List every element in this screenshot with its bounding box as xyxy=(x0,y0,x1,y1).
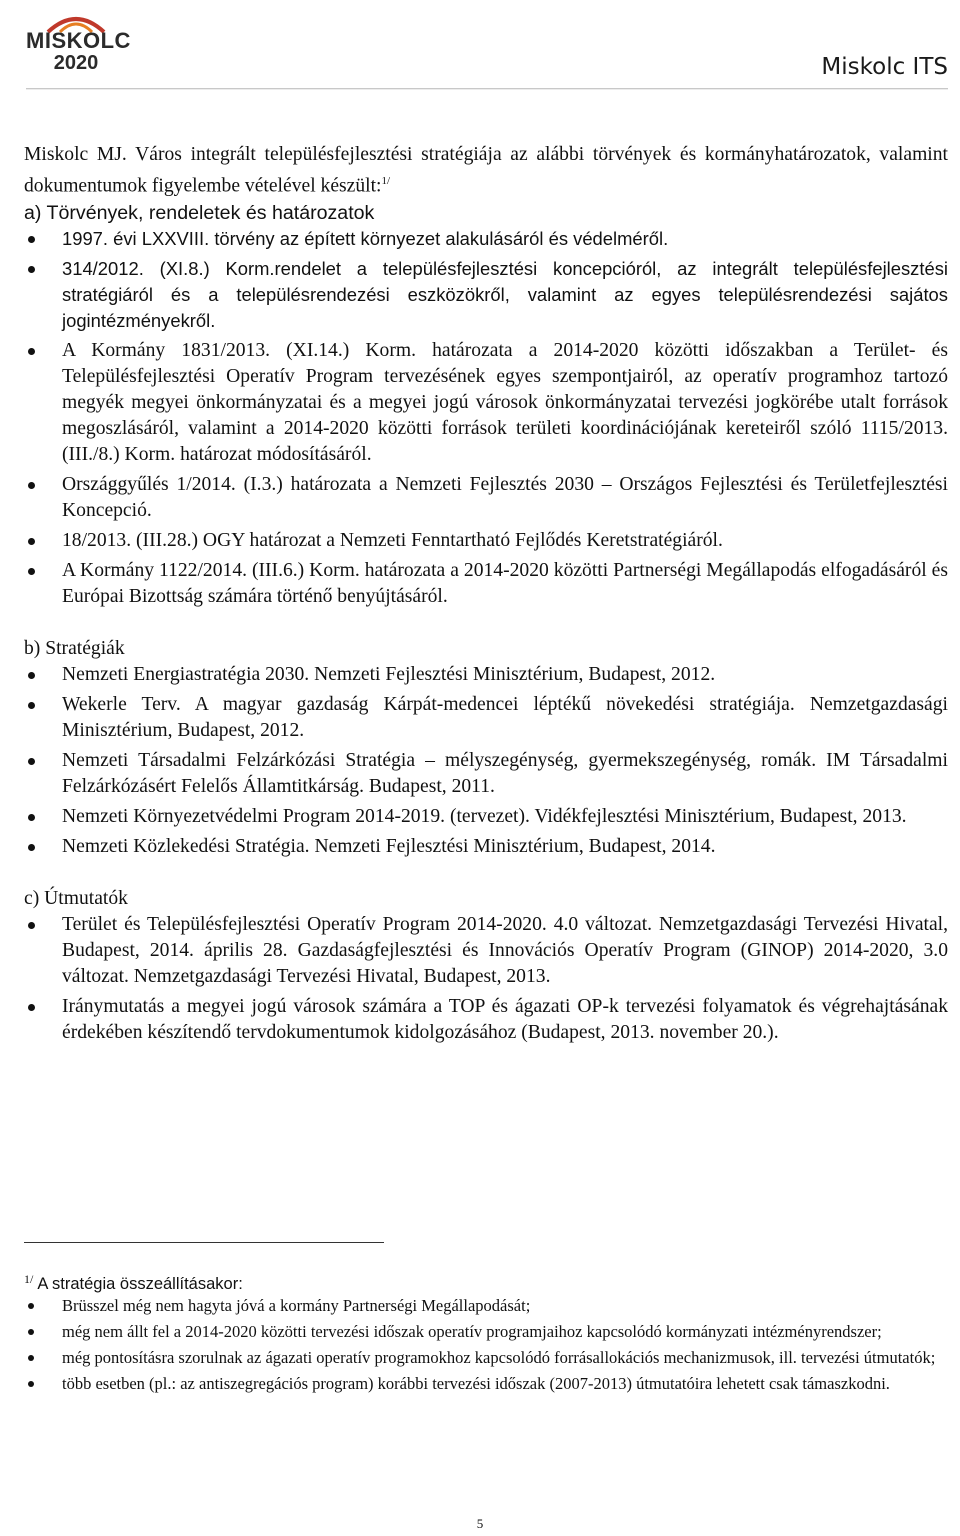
list-item-text: Nemzeti Közlekedési Stratégia. Nemzeti Fejlesztési Minisztérium, Budapest, 2014. xyxy=(62,835,716,857)
list-item-text: 18/2013. (III.28.) OGY határozat a Nemzeti Fenntartható Fejlődés Keretstratégiáról. xyxy=(62,529,723,551)
section-c-list xyxy=(24,912,948,1046)
footnote-item-text: Brüsszel még nem hagyta jóvá a kormány Partnerségi Megállapodását; xyxy=(62,1296,531,1315)
bullet-icon xyxy=(28,482,35,489)
footnote-item xyxy=(24,1321,948,1343)
bullet-icon xyxy=(28,1381,34,1387)
footnote-heading xyxy=(24,1268,948,1295)
footnote-item xyxy=(24,1295,948,1317)
bullet-icon xyxy=(28,1355,34,1361)
bullet-icon xyxy=(28,814,35,821)
list-item xyxy=(24,748,948,800)
intro-paragraph xyxy=(24,142,948,200)
bullet-icon xyxy=(28,348,35,355)
list-item xyxy=(24,558,948,610)
list-item-text: 314/2012. (XI.8.) Korm.rendelet a településfejlesztési koncepcióról, az integrált településfejlesztési stratégiáról és a településrendezési eszközökről, valamint az egyes településrendezési sajátos jogintézményekről. xyxy=(62,257,948,331)
footnote-item xyxy=(24,1373,948,1395)
footnote-list xyxy=(24,1295,948,1395)
list-item-text: Nemzeti Környezetvédelmi Program 2014-2019. (tervezet). Vidékfejlesztési Minisztérium, Budapest, 2013. xyxy=(62,805,907,827)
bullet-icon xyxy=(28,758,35,765)
list-item xyxy=(24,338,948,468)
list-item-text: Nemzeti Energiastratégia 2030. Nemzeti Fejlesztési Minisztérium, Budapest, 2012. xyxy=(62,663,716,685)
miskolc-2020-logo xyxy=(26,12,131,78)
intro-text: Miskolc MJ. Város integrált településfejlesztési stratégiája az alábbi törvények és kormányhatározatok, valamint dokumentumok figyelembe vételével készült: xyxy=(24,144,948,197)
footnote-reference[interactable]: 1/ xyxy=(381,175,391,187)
page-number: 5 xyxy=(476,1516,484,1531)
footnote-divider xyxy=(24,1242,384,1243)
list-item-text: Terület és Településfejlesztési Operatív Program 2014-2020. 4.0 változat. Nemzetgazdasági Tervezési Hivatal, Budapest, 2014. április 28. Gazdaságfejlesztési és Innovációs Operatív Program (GINOP) 2014-2020, 3.0 változat. Nemzetgazdasági Tervezési Hivatal, Budapest, 2013. xyxy=(62,913,948,987)
list-item xyxy=(24,226,948,252)
footnote-item-text: még pontosításra szorulnak az ágazati operatív programokhoz kapcsolódó forrásallokációs mechanizmusok, ill. tervezési útmutatók; xyxy=(62,1348,936,1367)
header-title: Miskolc ITS xyxy=(821,54,948,80)
list-item xyxy=(24,912,948,990)
bullet-icon xyxy=(28,236,35,243)
list-item xyxy=(24,692,948,744)
bullet-icon xyxy=(28,1329,34,1335)
spacer xyxy=(24,614,948,636)
bullet-icon xyxy=(28,922,35,929)
bullet-icon xyxy=(28,568,35,575)
list-item xyxy=(24,834,948,860)
bullet-icon xyxy=(28,266,35,273)
list-item xyxy=(24,256,948,334)
logo-year: 2020 xyxy=(53,52,99,74)
list-item xyxy=(24,994,948,1046)
list-item xyxy=(24,472,948,524)
bullet-icon xyxy=(28,702,35,709)
list-item xyxy=(24,804,948,830)
header-divider xyxy=(26,88,948,89)
spacer xyxy=(24,864,948,886)
footnote xyxy=(24,1268,948,1399)
bullet-icon xyxy=(28,672,35,679)
footnote-item-text: több esetben (pl.: az antiszegregációs program) korábbi tervezési időszak (2007-2013) útmutatóira lehetett csak támaszkodni. xyxy=(62,1374,890,1393)
bullet-icon xyxy=(28,538,35,545)
page-header xyxy=(0,0,960,110)
section-b-list xyxy=(24,662,948,860)
footnote-item-text: még nem állt fel a 2014-2020 közötti tervezési időszak operatív programjaihoz kapcsolódó kormányzati intézményrendszer; xyxy=(62,1322,882,1341)
document-body xyxy=(24,142,948,1050)
list-item-text: Nemzeti Társadalmi Felzárkózási Stratégia – mélyszegénység, gyermekszegénység, romák. IM Társadalmi Felzárkózásért Felelős Államtitkárság. Budapest, 2011. xyxy=(62,749,948,797)
list-item-text: A Kormány 1122/2014. (III.6.) Korm. határozata a 2014-2020 közötti Partnerségi Megállapodás elfogadásáról és Európai Bizottság számára történő benyújtásáról. xyxy=(62,559,948,607)
list-item-text: Iránymutatás a megyei jogú városok számára a TOP és ágazati OP-k tervezési folyamatok és végrehajtásának érdekében készítendő tervdokumentumok kidolgozásához (Budapest, 2013. november 20.). xyxy=(62,995,948,1043)
logo-text: MISKOLC xyxy=(26,28,131,53)
list-item-text: Országgyűlés 1/2014. (I.3.) határozata a Nemzeti Fejlesztés 2030 – Országos Fejlesztési és Területfejlesztési Koncepció. xyxy=(62,473,948,521)
list-item-text: 1997. évi LXXVIII. törvény az épített környezet alakulásáról és védelméről. xyxy=(62,227,669,249)
list-item-text: A Kormány 1831/2013. (XI.14.) Korm. határozata a 2014-2020 közötti időszakban a Terület- és Településfejlesztési Operatív Program tervezésének egyes szempontjairól, az operatív programhoz tartozó megyék megyei önkormányzatai és a megyei jogú városok önkormányzatai tervezési jogkörébe utalt források megoszlásáról, valamint a 2014-2020 közötti források területi koordinációjának kereteiről szóló 1115/2013. (III./8.) Korm. határozat módosításáról. xyxy=(62,339,948,465)
bullet-icon xyxy=(28,1303,34,1309)
section-b-heading: b) Stratégiák xyxy=(24,637,125,659)
list-item xyxy=(24,662,948,688)
list-item-text: Wekerle Terv. A magyar gazdaság Kárpát-medencei léptékű növekedési stratégiája. Nemzetgazdasági Minisztérium, Budapest, 2012. xyxy=(62,693,948,741)
bullet-icon xyxy=(28,844,35,851)
list-item xyxy=(24,528,948,554)
section-a-heading: a) Törvények, rendeletek és határozatok xyxy=(24,201,375,224)
footnote-heading-text: A stratégia összeállításakor: xyxy=(37,1275,243,1293)
section-a-list xyxy=(24,226,948,610)
bullet-icon xyxy=(28,1004,35,1011)
section-c-heading: c) Útmutatók xyxy=(24,887,128,909)
footnote-item xyxy=(24,1347,948,1369)
footnote-marker: 1/ xyxy=(24,1272,34,1286)
